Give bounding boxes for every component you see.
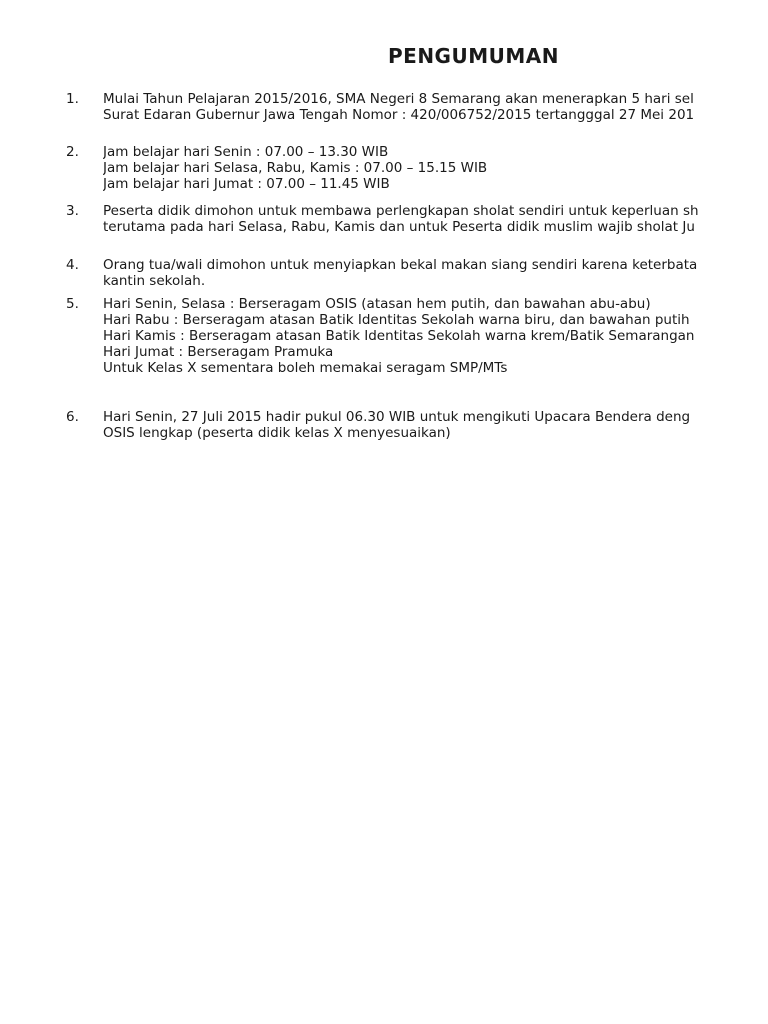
item-number: 4. [66,257,79,273]
item-number: 3. [66,203,79,219]
item-line: Hari Senin, 27 Juli 2015 hadir pukul 06.30 WIB untuk mengikuti Upacara Bendera deng [103,409,691,425]
item-line: Orang tua/wali dimohon untuk menyiapkan bekal makan siang sendiri karena keterbata [103,257,698,273]
item-text [103,257,723,289]
item-line: kantin sekolah. [103,273,206,289]
item-line: Mulai Tahun Pelajaran 2015/2016, SMA Negeri 8 Semarang akan menerapkan 5 hari sel [103,91,694,107]
item-line: Hari Kamis : Berseragam atasan Batik Identitas Sekolah warna krem/Batik Semarangan [103,328,695,344]
item-line: Untuk Kelas X sementara boleh memakai seragam SMP/MTs [103,360,508,376]
item-number: 2. [66,144,79,160]
item-line: Jam belajar hari Selasa, Rabu, Kamis : 07.00 – 15.15 WIB [103,160,488,176]
item-text [103,409,723,441]
item-text [103,203,723,235]
page-title: PENGUMUMAN [388,44,559,68]
item-line: Hari Jumat : Berseragam Pramuka [103,344,334,360]
item-number: 1. [66,91,79,107]
item-text [103,296,723,376]
item-number: 5. [66,296,79,312]
item-line: Surat Edaran Gubernur Jawa Tengah Nomor : 420/006752/2015 tertangggal 27 Mei 201 [103,107,695,123]
item-line: Jam belajar hari Senin : 07.00 – 13.30 WIB [103,144,389,160]
item-line: Hari Rabu : Berseragam atasan Batik Identitas Sekolah warna biru, dan bawahan putih [103,312,690,328]
item-text [103,91,723,123]
item-line: Peserta didik dimohon untuk membawa perlengkapan sholat sendiri untuk keperluan sh [103,203,699,219]
item-line: OSIS lengkap (peserta didik kelas X menyesuaikan) [103,425,451,441]
item-number: 6. [66,409,79,425]
item-line: terutama pada hari Selasa, Rabu, Kamis dan untuk Peserta didik muslim wajib sholat Ju [103,219,695,235]
item-line: Hari Senin, Selasa : Berseragam OSIS (atasan hem putih, dan bawahan abu-abu) [103,296,651,312]
item-text [103,144,723,192]
item-line: Jam belajar hari Jumat : 07.00 – 11.45 WIB [103,176,390,192]
